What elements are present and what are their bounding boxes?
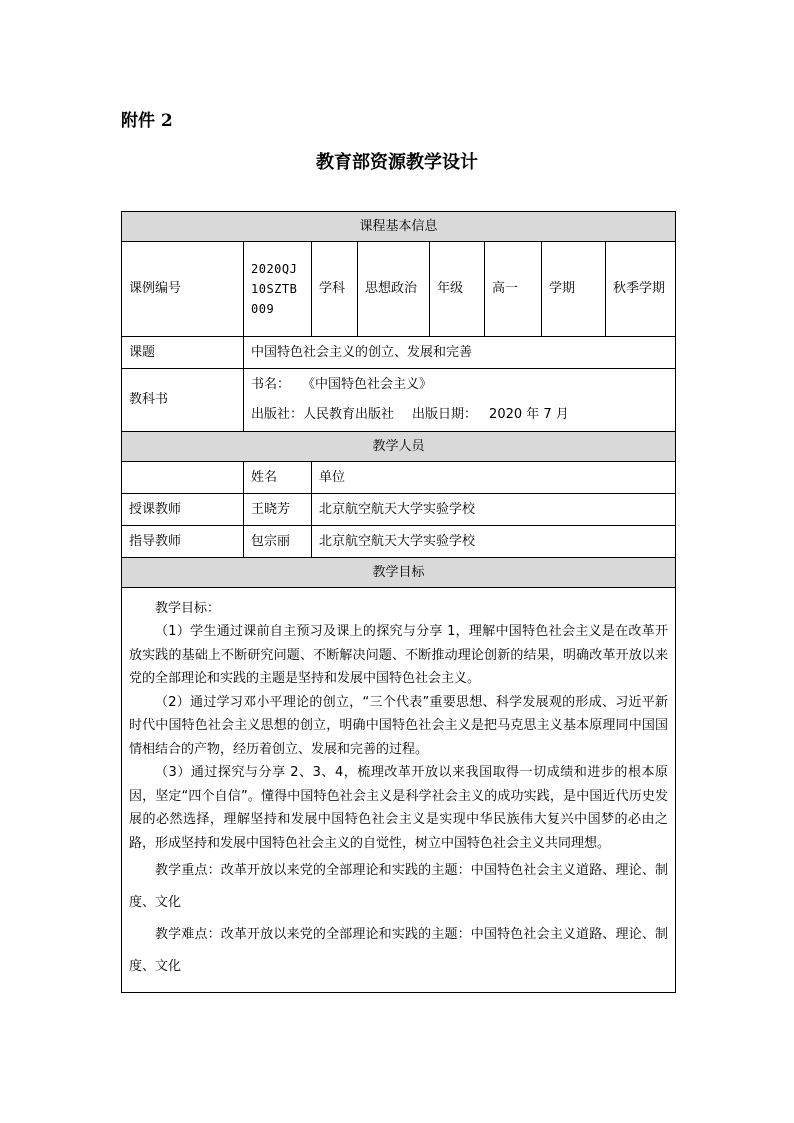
book-name-line: [251, 370, 668, 400]
pub-date-value: 2020 年 7 月: [489, 407, 569, 422]
difficult-point: 教学难点：改革开放以来党的全部理论和实践的主题：中国特色社会主义道路、理论、制度、文化: [129, 927, 669, 975]
staff-header-name: 姓名: [244, 462, 312, 494]
staff-name: 王晓芳: [244, 494, 312, 526]
staff-role: 指导教师: [122, 526, 244, 558]
subject-value: 思想政治: [358, 242, 430, 337]
section-staff: 教学人员: [122, 432, 676, 462]
topic-value: 中国特色社会主义的创立、发展和完善: [244, 337, 676, 369]
grade-value: 高一: [485, 242, 542, 337]
topic-label: 课题: [122, 337, 244, 369]
subject-label: 学科: [312, 242, 358, 337]
book-name-label: 书名：: [251, 377, 291, 392]
key-point: 教学重点：改革开放以来党的全部理论和实践的主题：中国特色社会主义道路、理论、制度、文化: [129, 863, 669, 911]
staff-header-blank: [122, 462, 244, 494]
textbook-info: [244, 369, 676, 432]
goal-item: （2）通过学习邓小平理论的创立，“三个代表”重要思想、科学发展观的形成、习近平新时代中国特色社会主义思想的创立，明确中国特色社会主义是把马克思主义基本原理同中国国情相结合的产物，经历着创立、发展和完善的过程。: [129, 694, 669, 757]
term-value: 秋季学期: [606, 242, 676, 337]
document-title: 教育部资源教学设计: [316, 152, 478, 173]
goals-content: [122, 588, 676, 993]
grade-label: 年级: [430, 242, 485, 337]
attachment-label: 附件 2: [121, 111, 173, 131]
book-name-value: 《中国特色社会主义》: [302, 377, 433, 392]
table-row: [122, 526, 676, 558]
term-label: 学期: [542, 242, 606, 337]
table-row: [122, 494, 676, 526]
teaching-design-table: [121, 211, 676, 993]
staff-unit: 北京航空航天大学实验学校: [312, 526, 676, 558]
section-goals: 教学目标: [122, 558, 676, 588]
staff-role: 授课教师: [122, 494, 244, 526]
goal-item: （3）通过探究与分享 2、3、4，梳理改革开放以来我国取得一切成绩和进步的根本原因，坚定“四个自信”。懂得中国特色社会主义是科学社会主义的成功实践，是中国近代历史发展的必然选择，理解坚持和发展中国特色社会主义是实现中华民族伟大复兴中国梦的必由之路，形成坚持和发展中国特色社会主义的自觉性，树立中国特色社会主义共同理想。: [129, 765, 669, 851]
staff-name: 包宗丽: [244, 526, 312, 558]
pub-date-label: 出版日期：: [412, 407, 478, 422]
goals-intro: 教学目标：: [155, 600, 221, 616]
publisher-line: [251, 400, 668, 430]
staff-unit: 北京航空航天大学实验学校: [312, 494, 676, 526]
textbook-label: 教科书: [122, 369, 244, 432]
publisher-value: 人民教育出版社: [303, 407, 395, 422]
staff-header-unit: 单位: [312, 462, 676, 494]
goal-item: （1）学生通过课前自主预习及课上的探究与分享 1，理解中国特色社会主义是在改革开放实践的基础上不断研究问题、不断解决问题、不断推动理论创新的结果，明确改革开放以来党的全部理论和实践的主题是坚持和发展中国特色社会主义。: [129, 624, 669, 687]
course-code-label: 课例编号: [122, 242, 244, 337]
publisher-label: 出版社：: [251, 407, 304, 422]
section-basic-info: 课程基本信息: [122, 212, 676, 242]
course-code-value: 2020QJ10SZTB009: [244, 242, 312, 337]
